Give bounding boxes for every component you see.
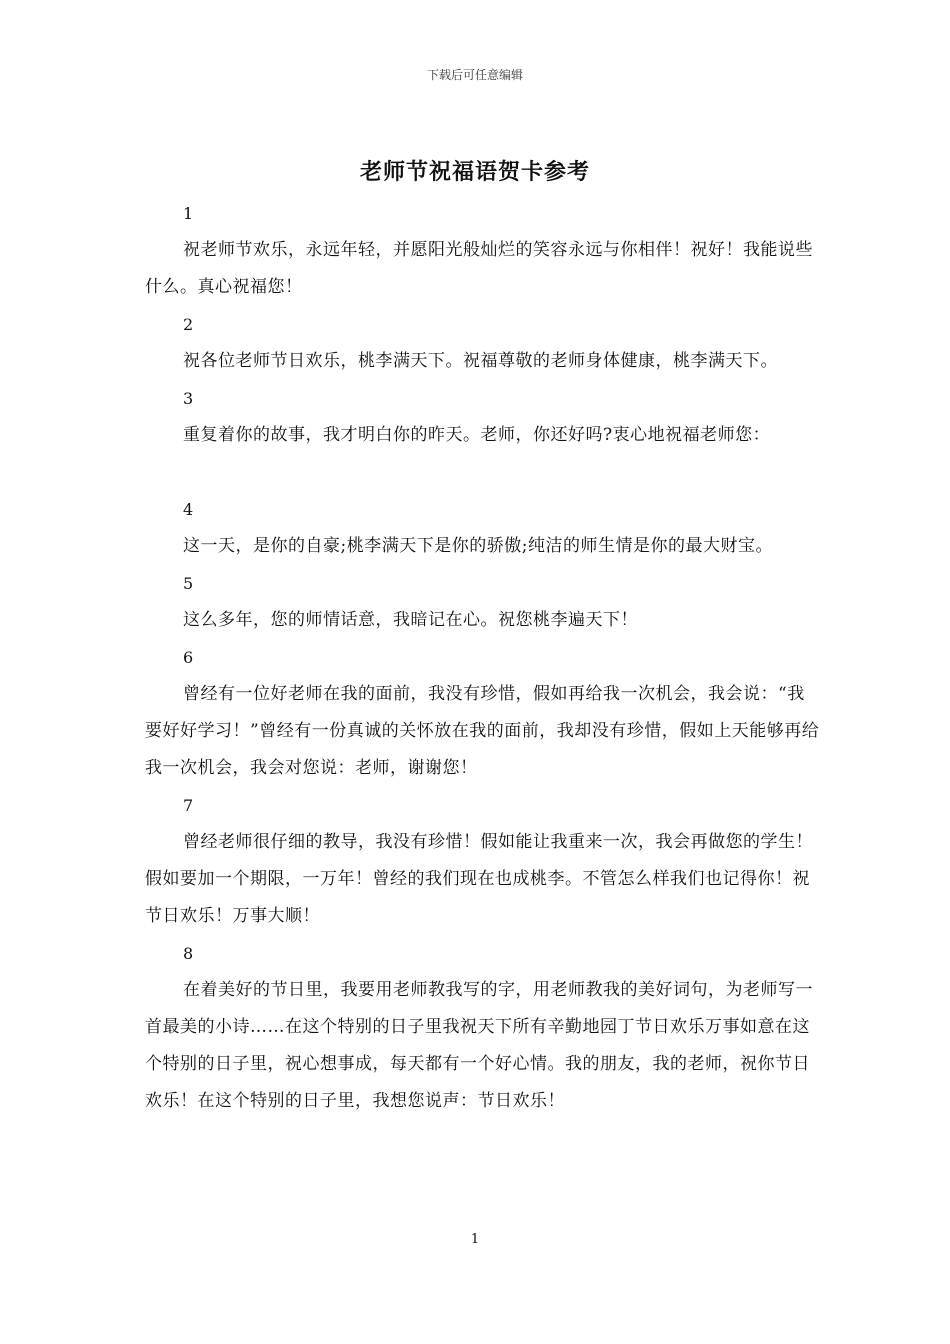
list-item <box>145 787 820 935</box>
item-number: 5 <box>183 574 194 593</box>
document-body <box>145 195 820 1120</box>
list-item <box>145 935 820 1120</box>
item-text: 祝各位老师节日欢乐，桃李满天下。祝福尊敬的老师身体健康，桃李满天下。 <box>183 351 778 371</box>
item-text: 这一天，是你的自豪;桃李满天下是你的骄傲;纯洁的师生情是你的最大财宝。 <box>183 536 773 556</box>
document-title: 老师节祝福语贺卡参考 <box>359 160 590 185</box>
item-number: 1 <box>183 204 194 223</box>
page-number: 1 <box>470 1232 480 1247</box>
item-number: 4 <box>183 500 194 519</box>
list-item <box>145 565 820 639</box>
list-item <box>145 491 820 565</box>
list-item <box>145 306 820 380</box>
list-item <box>145 639 820 787</box>
item-number: 6 <box>183 648 194 667</box>
item-text: 重复着你的故事，我才明白你的昨天。老师，你还好吗?衷心地祝福老师您： <box>183 425 771 445</box>
item-number: 2 <box>183 315 194 334</box>
item-number: 3 <box>183 389 194 408</box>
item-text: 这么多年，您的师情话意，我暗记在心。祝您桃李遍天下！ <box>183 610 638 630</box>
header-note: 下载后可任意编辑 <box>426 68 523 82</box>
item-text: 祝老师节欢乐，永远年轻，并愿阳光般灿烂的笑容永远与你相伴！祝好！我能说些什么。真心祝福您！ <box>145 240 813 297</box>
item-number: 8 <box>183 944 194 963</box>
item-text: 曾经老师很仔细的教导，我没有珍惜！假如能让我重来一次，我会再做您的学生！假如要加一个期限，一万年！曾经的我们现在也成桃李。不管怎么样我们也记得你！祝节日欢乐！万事大顺！ <box>145 832 813 926</box>
item-text: 在着美好的节日里，我要用老师教我写的字，用老师教我的美好词句，为老师写一首最美的小诗……在这个特别的日子里我祝天下所有辛勤地园丁节日欢乐万事如意在这个特别的日子里，祝心想事成，每天都有一个好心情。我的朋友，我的老师，祝你节日欢乐！在这个特别的日子里，我想您说声：节日欢乐！ <box>145 980 813 1111</box>
list-item <box>145 195 820 306</box>
item-text: 曾经有一位好老师在我的面前，我没有珍惜，假如再给我一次机会，我会说：“我要好好学习！”曾经有一份真诚的关怀放在我的面前，我却没有珍惜，假如上天能够再给我一次机会，我会对您说：老师，谢谢您！ <box>145 684 820 778</box>
list-item <box>145 380 820 491</box>
item-number: 7 <box>183 796 194 815</box>
